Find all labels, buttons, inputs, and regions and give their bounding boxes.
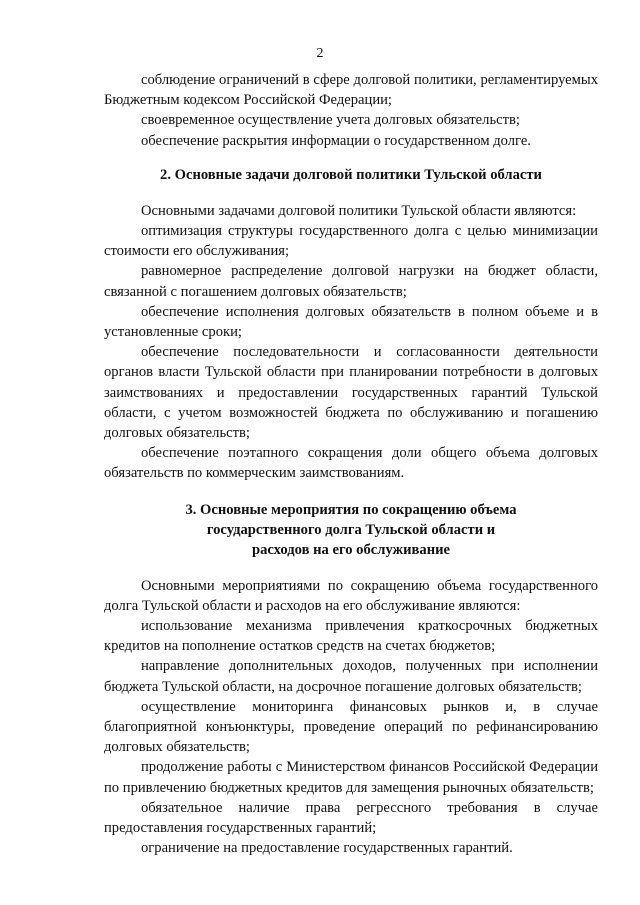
- intro-paragraph: обеспечение раскрытия информации о государственном долге.: [141, 132, 531, 149]
- section-3-paragraph: использование механизма привлечения краткосрочных бюджетных кредитов на пополнение остатков средств на счетах бюджетов;: [104, 618, 598, 655]
- section-3-heading-line: 3. Основные мероприятия по сокращению объема: [185, 501, 517, 518]
- section-3-paragraph: Основными мероприятиями по сокращению объема государственного долга Тульской области и расходов на его обслуживание являются:: [104, 577, 598, 614]
- section-2-heading: 2. Основные задачи долговой политики Тульской области: [160, 166, 542, 183]
- section-3-paragraph: ограничение на предоставление государственных гарантий.: [141, 840, 513, 857]
- section-3-paragraph: обязательное наличие права регрессного требования в случае предоставления государственных гарантий;: [104, 799, 598, 837]
- section-3-paragraph: осуществление мониторинга финансовых рынков и, в случае благоприятной конъюнктуры, проведение операций по рефинансированию долговых обязательств;: [104, 698, 598, 756]
- intro-paragraph: своевременное осуществление учета долговых обязательств;: [141, 112, 520, 129]
- section-3-heading: [104, 500, 598, 560]
- intro-paragraph: соблюдение ограничений в сфере долговой политики, регламентируемых Бюджетным кодексом Российской Федерации;: [104, 72, 598, 109]
- section-2-paragraph: оптимизация структуры государственного долга с целью минимизации стоимости его обслуживания;: [104, 223, 598, 260]
- section-2-paragraph: обеспечение поэтапного сокращения доли общего объема долговых обязательств по коммерческим заимствованиям.: [104, 445, 598, 482]
- section-2-paragraph: обеспечение исполнения долговых обязательств в полном объеме и в установленные сроки;: [104, 303, 598, 341]
- page-content: [104, 70, 598, 859]
- section-2-paragraph: Основными задачами долговой политики Тульской области являются:: [141, 202, 577, 219]
- section-2-paragraph: равномерное распределение долговой нагрузки на бюджет области, связанной с погашением долговых обязательств;: [104, 263, 598, 300]
- section-3-heading-line: расходов на его обслуживание: [251, 541, 451, 558]
- page-number: 2: [316, 46, 324, 61]
- section-3-paragraph: направление дополнительных доходов, полученных при исполнении бюджета Тульской области, на досрочное погашение долговых обязательств;: [104, 658, 598, 695]
- section-3-paragraph: продолжение работы с Министерством финансов Российской Федерации по привлечению бюджетных кредитов для замещения рыночных обязательств;: [104, 759, 598, 796]
- section-2-paragraph: обеспечение последовательности и согласованности деятельности органов власти Тульской области при планировании потребности в долговых заимствованиях и предоставлении государственных гарантий Тульской области, с учетом возможностей бюджета по обслуживанию и погашению долговых обязательств;: [104, 344, 598, 442]
- section-3-heading-line: государственного долга Тульской области и: [206, 521, 496, 538]
